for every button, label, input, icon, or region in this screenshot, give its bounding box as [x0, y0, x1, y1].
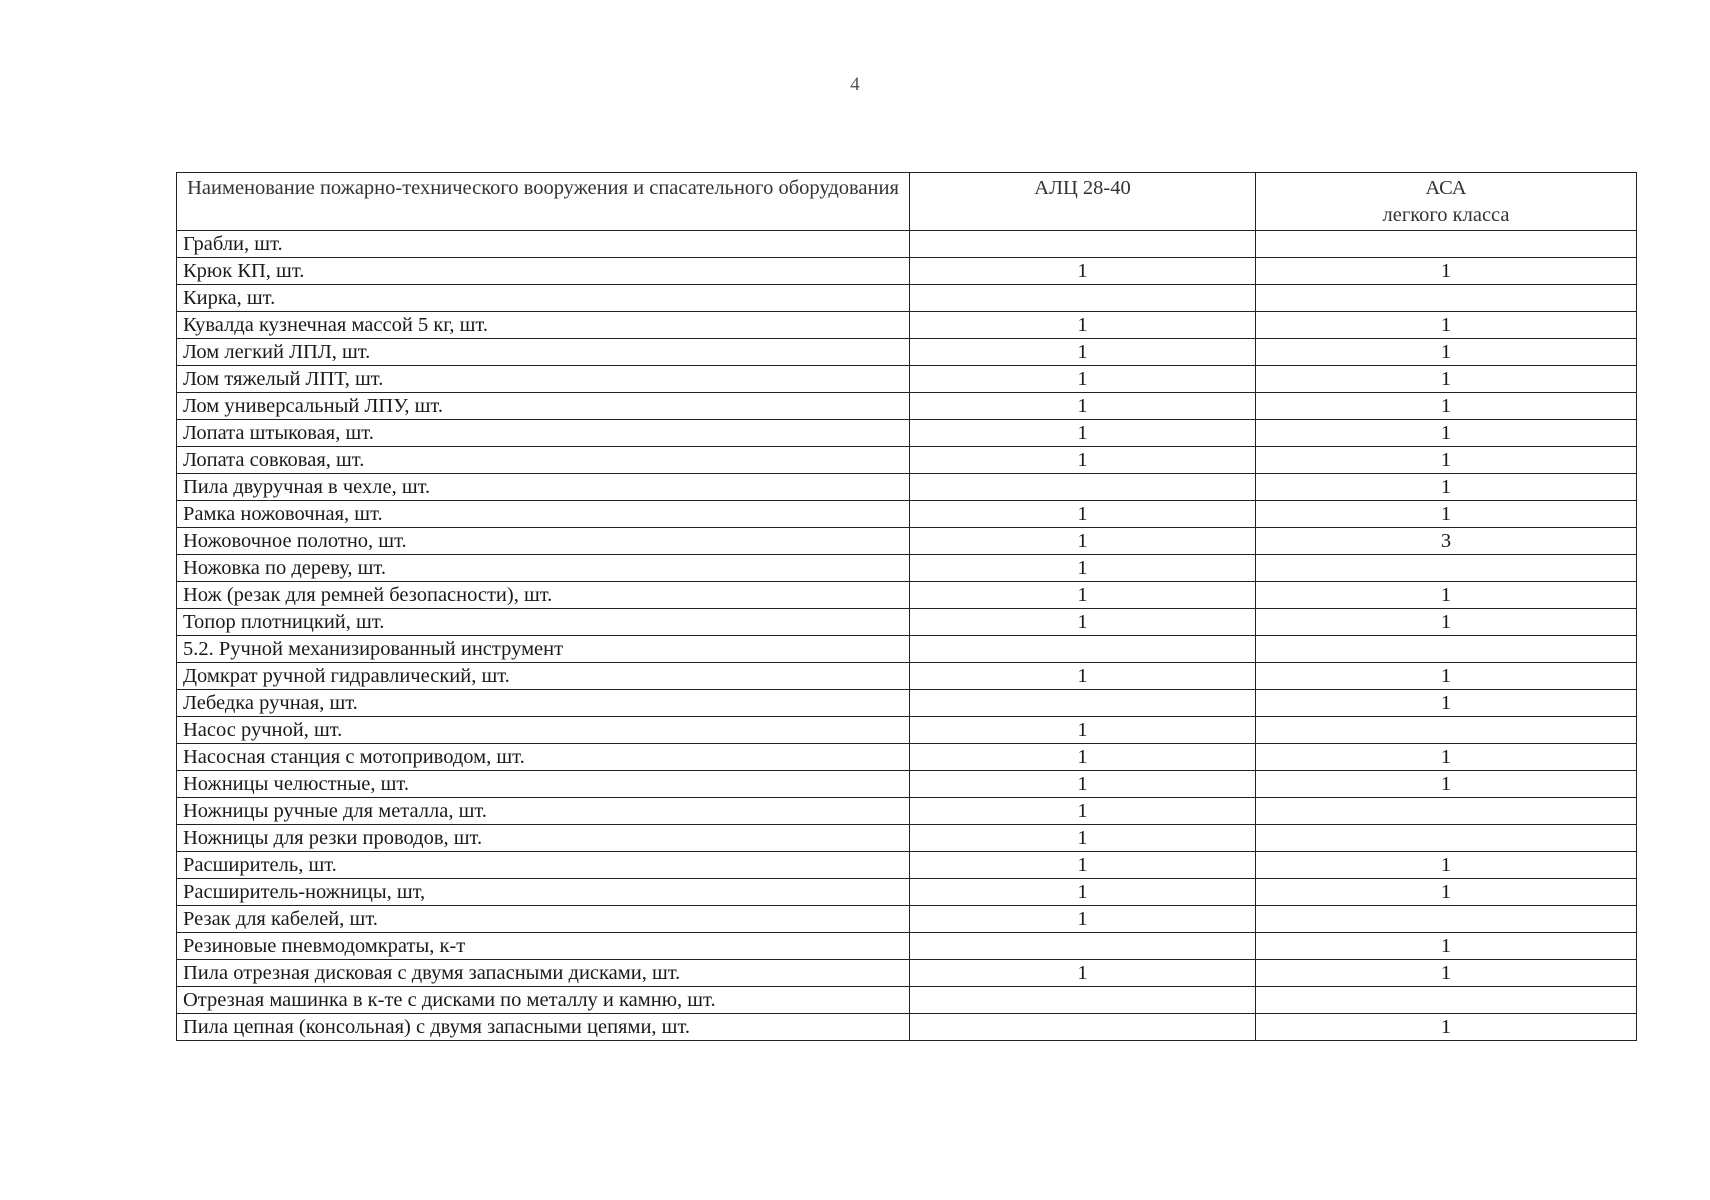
row-name-cell: Грабли, шт. — [177, 231, 910, 258]
row-asa-cell: 3 — [1256, 528, 1637, 555]
table-row — [177, 879, 1637, 906]
table-body — [177, 231, 1637, 1041]
table-row — [177, 609, 1637, 636]
row-name-cell: Пила двуручная в чехле, шт. — [177, 474, 910, 501]
row-alc-cell: 1 — [910, 312, 1256, 339]
row-alc-cell: 1 — [910, 744, 1256, 771]
row-asa-cell: 1 — [1256, 960, 1637, 987]
row-alc-cell: 1 — [910, 528, 1256, 555]
row-name-cell: Ножницы челюстные, шт. — [177, 771, 910, 798]
table-row — [177, 960, 1637, 987]
row-asa-cell: 1 — [1256, 879, 1637, 906]
table-row — [177, 690, 1637, 717]
row-name-cell: Расширитель-ножницы, шт, — [177, 879, 910, 906]
table-row — [177, 1014, 1637, 1041]
table-row — [177, 231, 1637, 258]
row-asa-cell — [1256, 555, 1637, 582]
row-name-cell: Ножницы для резки проводов, шт. — [177, 825, 910, 852]
row-alc-cell: 1 — [910, 771, 1256, 798]
row-asa-cell: 1 — [1256, 339, 1637, 366]
row-alc-cell: 1 — [910, 717, 1256, 744]
row-alc-cell: 1 — [910, 339, 1256, 366]
row-asa-cell: 1 — [1256, 1014, 1637, 1041]
row-asa-cell: 1 — [1256, 582, 1637, 609]
header-asa-line1: АСА — [1425, 177, 1467, 199]
row-alc-cell — [910, 285, 1256, 312]
row-asa-cell — [1256, 987, 1637, 1014]
row-name-cell: Расширитель, шт. — [177, 852, 910, 879]
table-row — [177, 825, 1637, 852]
table-row — [177, 501, 1637, 528]
row-name-cell: Домкрат ручной гидравлический, шт. — [177, 663, 910, 690]
table-row — [177, 906, 1637, 933]
row-name-cell: Ножовочное полотно, шт. — [177, 528, 910, 555]
row-asa-cell — [1256, 798, 1637, 825]
table-row — [177, 312, 1637, 339]
row-name-cell: Лопата штыковая, шт. — [177, 420, 910, 447]
row-alc-cell — [910, 474, 1256, 501]
row-asa-cell: 1 — [1256, 258, 1637, 285]
row-asa-cell: 1 — [1256, 447, 1637, 474]
row-name-cell: Лопата совковая, шт. — [177, 447, 910, 474]
header-asa — [1256, 173, 1637, 231]
row-name-cell: Отрезная машинка в к-те с дисками по металлу и камню, шт. — [177, 987, 910, 1014]
table-row — [177, 528, 1637, 555]
row-asa-cell — [1256, 906, 1637, 933]
row-asa-cell: 1 — [1256, 933, 1637, 960]
row-alc-cell: 1 — [910, 798, 1256, 825]
table-row — [177, 420, 1637, 447]
equipment-table — [176, 172, 1637, 1041]
row-name-cell: Нож (резак для ремней безопасности), шт. — [177, 582, 910, 609]
row-alc-cell — [910, 231, 1256, 258]
row-alc-cell — [910, 987, 1256, 1014]
table-row — [177, 933, 1637, 960]
row-asa-cell: 1 — [1256, 852, 1637, 879]
row-asa-cell: 1 — [1256, 744, 1637, 771]
row-name-cell: Кирка, шт. — [177, 285, 910, 312]
row-alc-cell: 1 — [910, 663, 1256, 690]
row-alc-cell: 1 — [910, 852, 1256, 879]
row-alc-cell: 1 — [910, 609, 1256, 636]
table-header-row — [177, 173, 1637, 231]
table-row — [177, 258, 1637, 285]
row-name-cell: 5.2. Ручной механизированный инструмент — [177, 636, 910, 663]
row-name-cell: Ножницы ручные для металла, шт. — [177, 798, 910, 825]
row-name-cell: Насосная станция с мотоприводом, шт. — [177, 744, 910, 771]
row-name-cell: Ножовка по дереву, шт. — [177, 555, 910, 582]
row-alc-cell — [910, 636, 1256, 663]
table-row — [177, 582, 1637, 609]
row-alc-cell: 1 — [910, 420, 1256, 447]
row-asa-cell — [1256, 636, 1637, 663]
table-row — [177, 798, 1637, 825]
row-name-cell: Лом легкий ЛПЛ, шт. — [177, 339, 910, 366]
row-name-cell: Кувалда кузнечная массой 5 кг, шт. — [177, 312, 910, 339]
row-name-cell: Топор плотницкий, шт. — [177, 609, 910, 636]
row-asa-cell: 1 — [1256, 393, 1637, 420]
row-alc-cell: 1 — [910, 906, 1256, 933]
page-number: 4 — [850, 74, 860, 95]
row-asa-cell: 1 — [1256, 663, 1637, 690]
row-alc-cell: 1 — [910, 393, 1256, 420]
table-row — [177, 285, 1637, 312]
table-row — [177, 852, 1637, 879]
table-row — [177, 339, 1637, 366]
table-row — [177, 393, 1637, 420]
table-row — [177, 663, 1637, 690]
row-alc-cell: 1 — [910, 825, 1256, 852]
row-asa-cell: 1 — [1256, 420, 1637, 447]
header-alc: АЛЦ 28-40 — [910, 173, 1256, 231]
table-row — [177, 555, 1637, 582]
row-name-cell: Резак для кабелей, шт. — [177, 906, 910, 933]
table-row — [177, 744, 1637, 771]
row-name-cell: Пила цепная (консольная) с двумя запасными цепями, шт. — [177, 1014, 910, 1041]
row-asa-cell: 1 — [1256, 366, 1637, 393]
row-name-cell: Лом тяжелый ЛПТ, шт. — [177, 366, 910, 393]
row-alc-cell: 1 — [910, 447, 1256, 474]
row-alc-cell — [910, 690, 1256, 717]
table-row — [177, 366, 1637, 393]
row-asa-cell: 1 — [1256, 690, 1637, 717]
row-alc-cell: 1 — [910, 582, 1256, 609]
header-asa-line2: легкого класса — [1382, 204, 1510, 226]
table-row — [177, 771, 1637, 798]
row-asa-cell: 1 — [1256, 501, 1637, 528]
row-asa-cell — [1256, 231, 1637, 258]
row-name-cell: Пила отрезная дисковая с двумя запасными дисками, шт. — [177, 960, 910, 987]
table-row — [177, 474, 1637, 501]
row-asa-cell: 1 — [1256, 771, 1637, 798]
row-alc-cell: 1 — [910, 501, 1256, 528]
row-asa-cell: 1 — [1256, 312, 1637, 339]
row-asa-cell: 1 — [1256, 474, 1637, 501]
row-alc-cell: 1 — [910, 258, 1256, 285]
row-name-cell: Рамка ножовочная, шт. — [177, 501, 910, 528]
row-alc-cell — [910, 1014, 1256, 1041]
table-row — [177, 447, 1637, 474]
row-asa-cell — [1256, 717, 1637, 744]
header-name: Наименование пожарно-технического вооружения и спасательного оборудования — [177, 173, 910, 231]
row-alc-cell: 1 — [910, 555, 1256, 582]
row-alc-cell: 1 — [910, 960, 1256, 987]
table-row — [177, 987, 1637, 1014]
table-row — [177, 717, 1637, 744]
row-alc-cell — [910, 933, 1256, 960]
row-name-cell: Насос ручной, шт. — [177, 717, 910, 744]
row-name-cell: Крюк КП, шт. — [177, 258, 910, 285]
row-asa-cell: 1 — [1256, 609, 1637, 636]
row-alc-cell: 1 — [910, 879, 1256, 906]
row-name-cell: Лом универсальный ЛПУ, шт. — [177, 393, 910, 420]
row-name-cell: Лебедка ручная, шт. — [177, 690, 910, 717]
row-alc-cell: 1 — [910, 366, 1256, 393]
row-name-cell: Резиновые пневмодомкраты, к-т — [177, 933, 910, 960]
table-row — [177, 636, 1637, 663]
row-asa-cell — [1256, 285, 1637, 312]
row-asa-cell — [1256, 825, 1637, 852]
